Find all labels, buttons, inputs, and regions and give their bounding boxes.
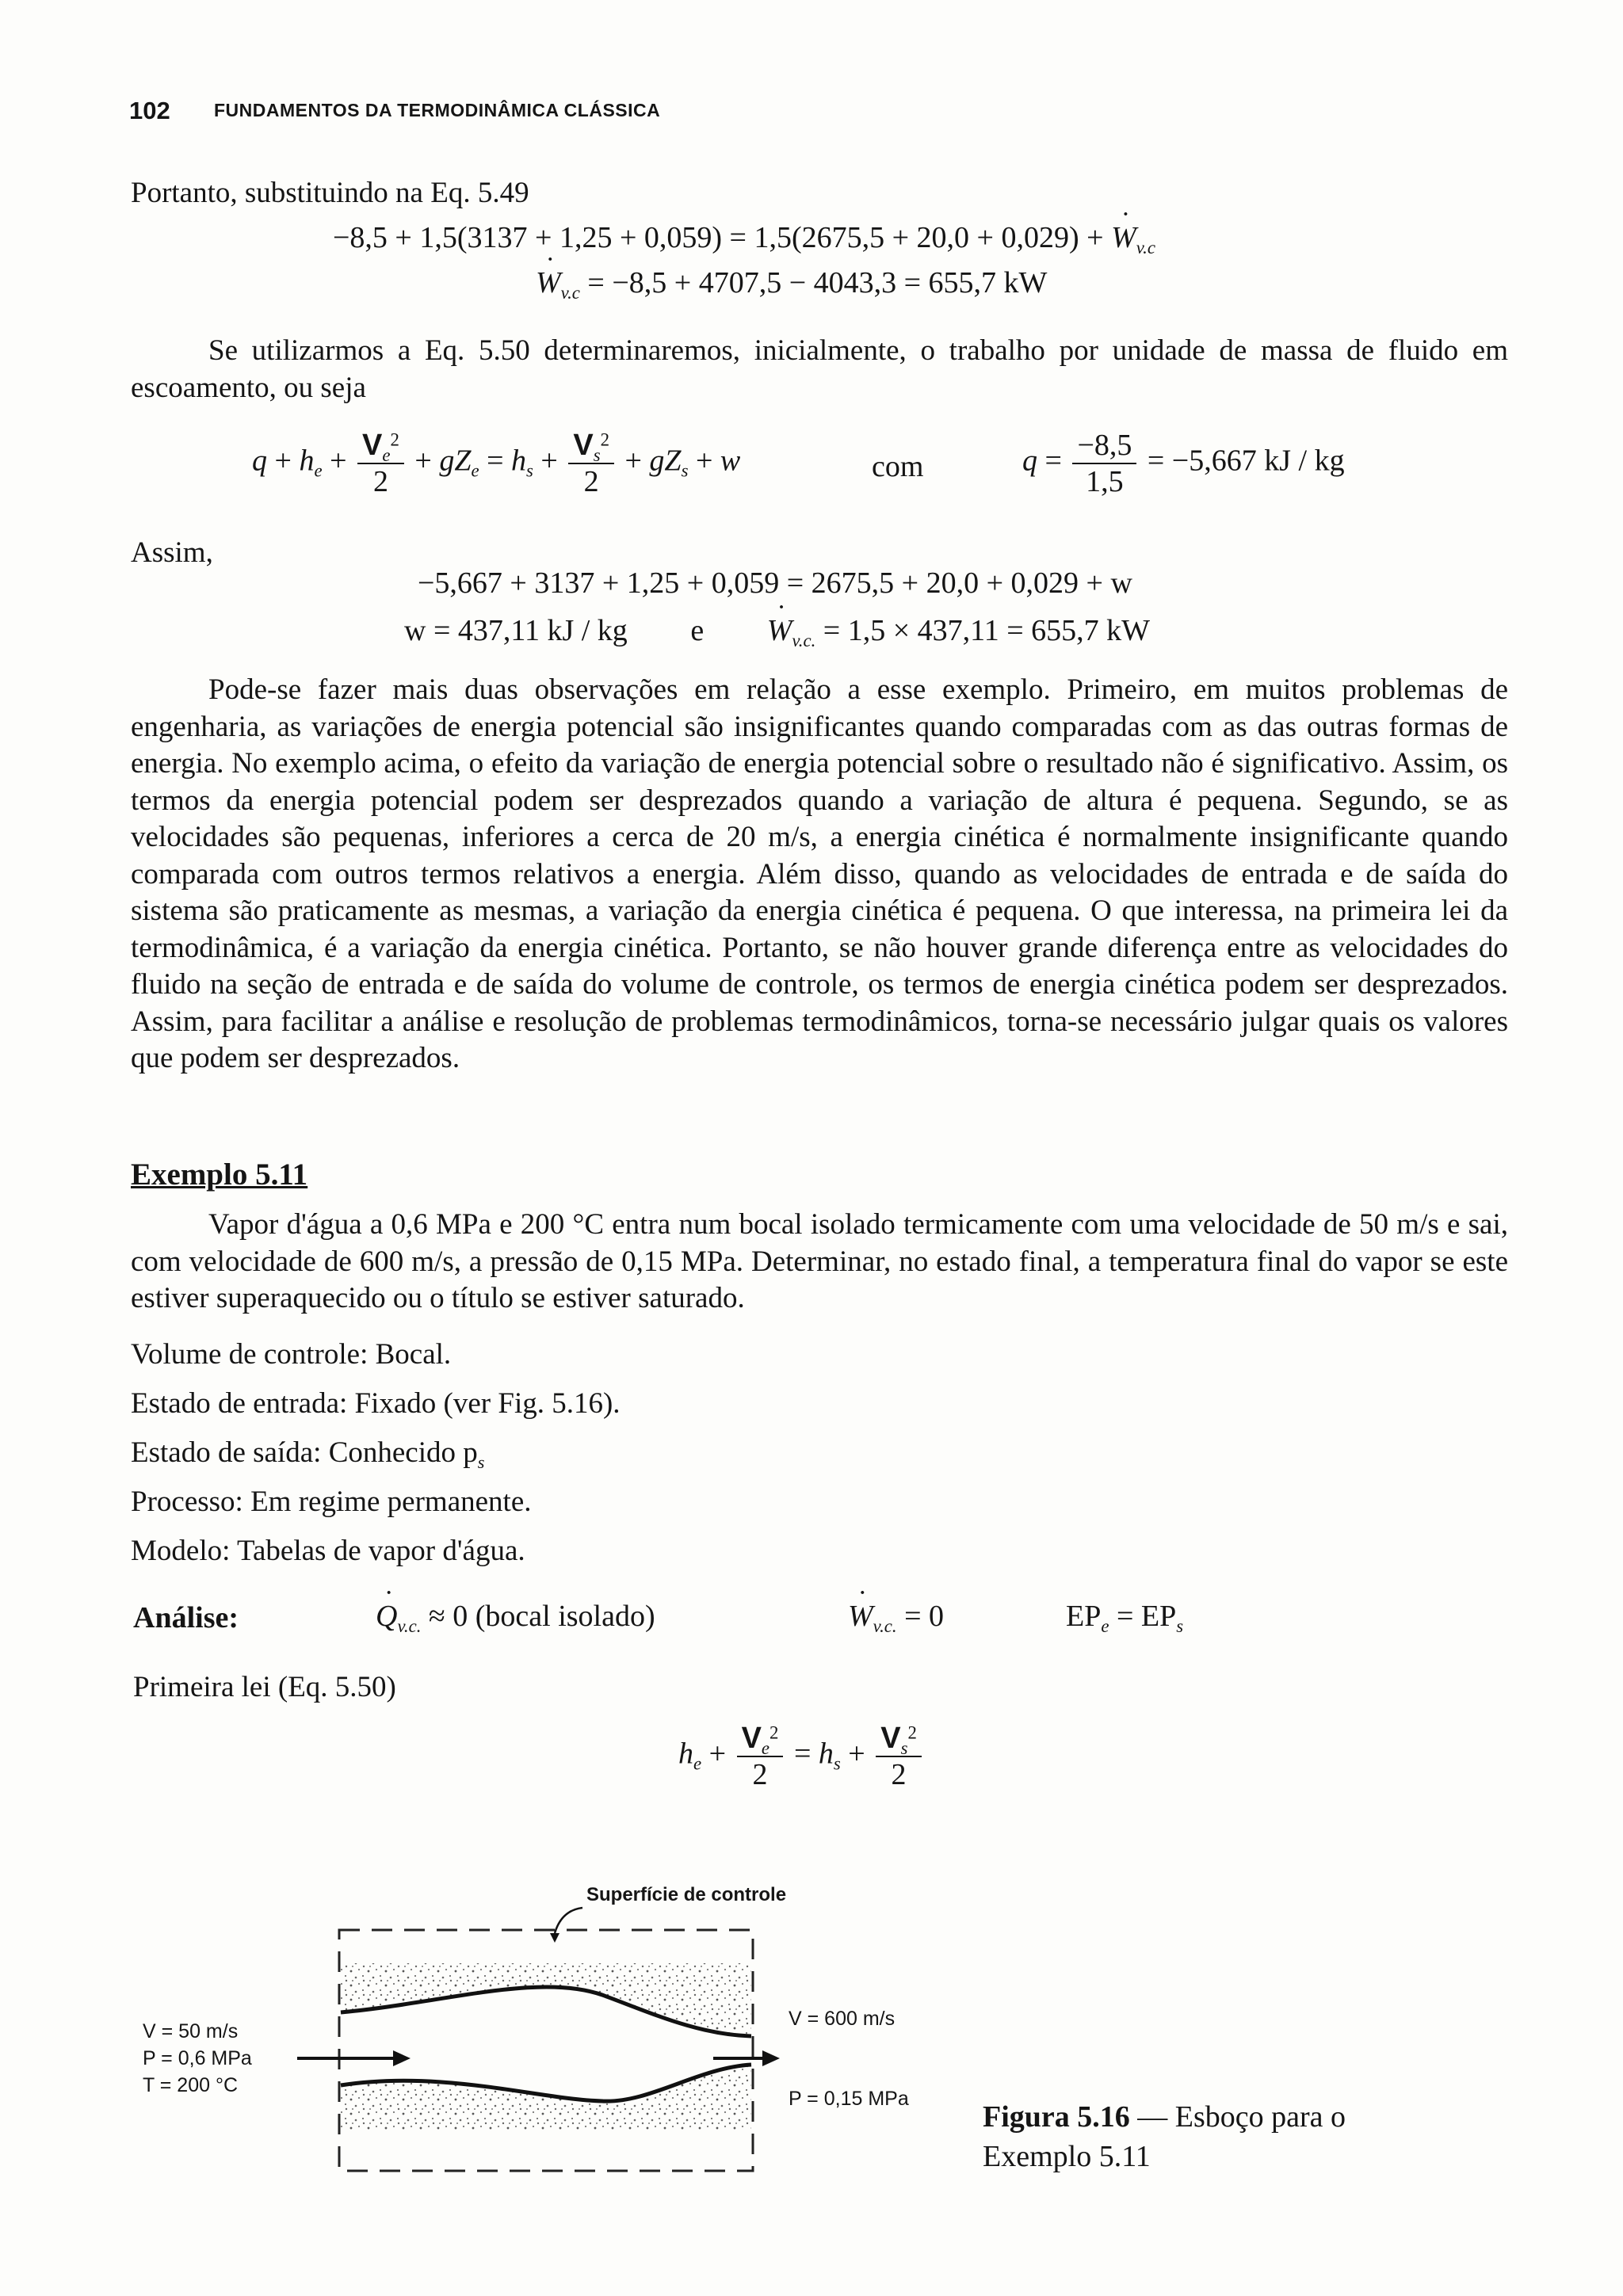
paragraph-1-text: Se utilizarmos a Eq. 5.50 determinaremos, inicialmente, o trabalho por unidade de massa de fluido em escoamento, ou seja <box>131 334 1508 404</box>
outlet-velocity: V = 600 m/s <box>789 2008 896 2030</box>
eq-plus: + <box>840 1737 873 1771</box>
eq-exponent: 2 <box>390 429 399 450</box>
nozzle-lower-wall <box>341 2065 751 2131</box>
example-title: Exemplo 5.11 <box>131 1158 308 1192</box>
fraction-denominator: 2 <box>372 465 388 498</box>
first-law-label: Primeira lei (Eq. 5.50) <box>133 1671 396 1703</box>
ep-symbol: EP <box>1066 1600 1102 1633</box>
eq4-work-symbol: · W <box>767 613 792 648</box>
eq-plus: + <box>267 444 300 478</box>
intro-line: Portanto, substituindo na Eq. 5.49 <box>131 177 529 209</box>
analysis-label: Análise: <box>133 1601 239 1634</box>
item-label: Estado de saída: <box>131 1436 322 1469</box>
velocity-symbol: V <box>880 1722 901 1755</box>
eq-sub: s <box>526 460 533 481</box>
inlet-temperature: T = 200 °C <box>143 2074 239 2096</box>
eq-h-entry: h <box>678 1737 693 1771</box>
item-label: Volume de controle: <box>131 1338 369 1371</box>
assim-label: Assim, <box>131 536 213 569</box>
fraction-denominator: 2 <box>891 1758 907 1791</box>
eq-sub: e <box>382 444 391 465</box>
running-title: FUNDAMENTOS DA TERMODINÂMICA CLÁSSICA <box>214 100 661 120</box>
work-symbol: · W <box>848 1599 873 1634</box>
item-label: Estado de entrada: <box>131 1387 348 1420</box>
outlet-arrowhead <box>762 2050 780 2066</box>
item-value: Bocal. <box>375 1338 452 1371</box>
q-result: = −5,667 kJ / kg <box>1140 444 1345 478</box>
eq4-left: w = 437,11 kJ / kg <box>404 614 628 647</box>
ep-subscript: s <box>1176 1615 1184 1636</box>
eq2-work-symbol: · W <box>536 265 561 300</box>
eq-sub: s <box>681 460 689 481</box>
caption-text: — Esboço para o <box>1129 2100 1346 2134</box>
work-subscript: v.c. <box>873 1615 897 1636</box>
eq-equals: = <box>786 1737 819 1771</box>
eq4-work-subscript: v.c. <box>792 630 816 650</box>
eq-sub: s <box>900 1737 908 1758</box>
eq2-work-subscript: v.c <box>560 282 580 303</box>
paragraph-2-text: Pode-se fazer mais duas observações em relação a esse exemplo. Primeiro, em muitos problemas de engenharia, as variações de energia potencial são insignificantes quando comparadas com as das outras formas de energia. No exemplo acima, o efeito da variação de energia potencial sobre o resultado não é significativo. Assim, os termos da energia potencial podem ser desprezados quando a variação de altura é pequena. Segundo, se as velocidades são pequenas, inferiores a cerca de 20 m/s, a energia cinética é normalmente insignificante quando comparada com outros termos relativos a energia. Além disso, quando as velocidades de entrada e de saída do sistema são praticamente as mesmas, a variação da energia cinética é pequena. O que interessa, na primeira lei da termodinâmica, é a variação da energia cinética. Portanto, se não houver grande diferença entre as velocidades do fluido na seção de entrada e de saída do volume de controle, os termos de energia cinética podem ser desprezados. Assim, para facilitar a análise e resolução de problemas termodinâmicos, torna-se necessário julgar quais os valores que podem ser desprezados. <box>131 673 1508 1074</box>
velocity-symbol: V <box>362 429 383 462</box>
eq-plus: + <box>688 444 720 478</box>
eq-h-exit: h <box>511 444 527 478</box>
figure-caption <box>983 2100 1346 2134</box>
item-value: Fixado (ver Fig. 5.16). <box>354 1387 621 1420</box>
item-value: Conhecido p <box>328 1436 478 1469</box>
item-label: Modelo: <box>131 1535 231 1567</box>
inlet-pressure: P = 0,6 MPa <box>143 2047 252 2069</box>
pointer-arrowhead <box>550 1933 559 1943</box>
outlet-pressure: P = 0,15 MPa <box>789 2088 909 2110</box>
eq-plus: + <box>701 1737 734 1771</box>
eq2-expression: = −8,5 + 4707,5 − 4043,3 = 655,7 kW <box>579 266 1048 299</box>
eq-gz: gZ <box>439 444 472 478</box>
q-denominator: 1,5 <box>1086 465 1124 498</box>
eq-sub: e <box>314 460 323 481</box>
item-label: Processo: <box>131 1486 243 1518</box>
ep-rest: = EP <box>1109 1600 1177 1633</box>
eq-gz: gZ <box>649 444 682 478</box>
eq-w: w <box>720 444 741 478</box>
eq-plus: + <box>617 444 650 478</box>
heat-symbol: · Q <box>376 1599 397 1634</box>
figure-caption-line-2: Exemplo 5.11 <box>983 2140 1151 2173</box>
control-surface-label: Superfície de controle <box>586 1884 787 1905</box>
q-numerator: −8,5 <box>1072 428 1136 464</box>
fraction-denominator: 2 <box>583 465 599 498</box>
eq-plus: + <box>322 444 354 478</box>
eq-h-entry: h <box>299 444 315 478</box>
eq1-expression: −8,5 + 1,5(3137 + 1,25 + 0,059) = 1,5(2675,5 + 20,0 + 0,029) + <box>333 221 1112 254</box>
item-value: Em regime permanente. <box>250 1486 532 1518</box>
eq-plus: + <box>407 444 440 478</box>
equation-3: −5,667 + 3137 + 1,25 + 0,059 = 2675,5 + 20,0 + 0,029 + w <box>418 566 1132 600</box>
eq-sub: e <box>471 460 479 481</box>
heat-rest: ≈ 0 (bocal isolado) <box>421 1600 655 1633</box>
eq1-work-symbol: · W <box>1111 220 1136 255</box>
inlet-arrowhead <box>393 2050 411 2066</box>
fraction-denominator: 2 <box>752 1758 768 1791</box>
eq-h-exit: h <box>818 1737 834 1771</box>
eq1-work-subscript: v.c <box>1136 237 1155 257</box>
eq-sub: e <box>693 1753 702 1774</box>
velocity-symbol: V <box>573 429 594 462</box>
eq-equals: = <box>479 444 512 478</box>
eq-plus: + <box>533 444 566 478</box>
eq4-conjunction: e <box>690 614 705 647</box>
item-subscript: s <box>477 1451 485 1472</box>
eq-sub: s <box>593 444 601 465</box>
eq-exponent: 2 <box>907 1722 917 1743</box>
work-rest: = 0 <box>896 1600 945 1633</box>
eq-equals: = <box>1037 444 1070 478</box>
eq4-right: = 1,5 × 437,11 = 655,7 kW <box>815 614 1151 647</box>
eq-q: q <box>252 444 267 478</box>
caption-label: Figura 5.16 <box>983 2100 1130 2134</box>
velocity-symbol: V <box>741 1722 762 1755</box>
inlet-velocity: V = 50 m/s <box>143 2020 239 2042</box>
heat-subscript: v.c. <box>397 1615 422 1636</box>
com-word: com <box>872 450 924 483</box>
eq-sub: s <box>833 1753 841 1774</box>
ep-subscript: e <box>1101 1615 1109 1636</box>
eq-q: q <box>1022 444 1037 478</box>
page-number: 102 <box>129 97 170 124</box>
example-statement-text: Vapor d'água a 0,6 MPa e 200 °C entra num bocal isolado termicamente com uma velocidade de 50 m/s e sai, com velocidade de 600 m/s, a pressão de 0,15 MPa. Determinar, no estado final, a temperatura final do vapor se este estiver superaquecido ou o título se estiver saturado. <box>131 1208 1508 1314</box>
eq-sub: e <box>761 1737 770 1758</box>
eq-exponent: 2 <box>600 429 609 450</box>
item-value: Tabelas de vapor d'água. <box>236 1535 525 1567</box>
eq-exponent: 2 <box>769 1722 779 1743</box>
